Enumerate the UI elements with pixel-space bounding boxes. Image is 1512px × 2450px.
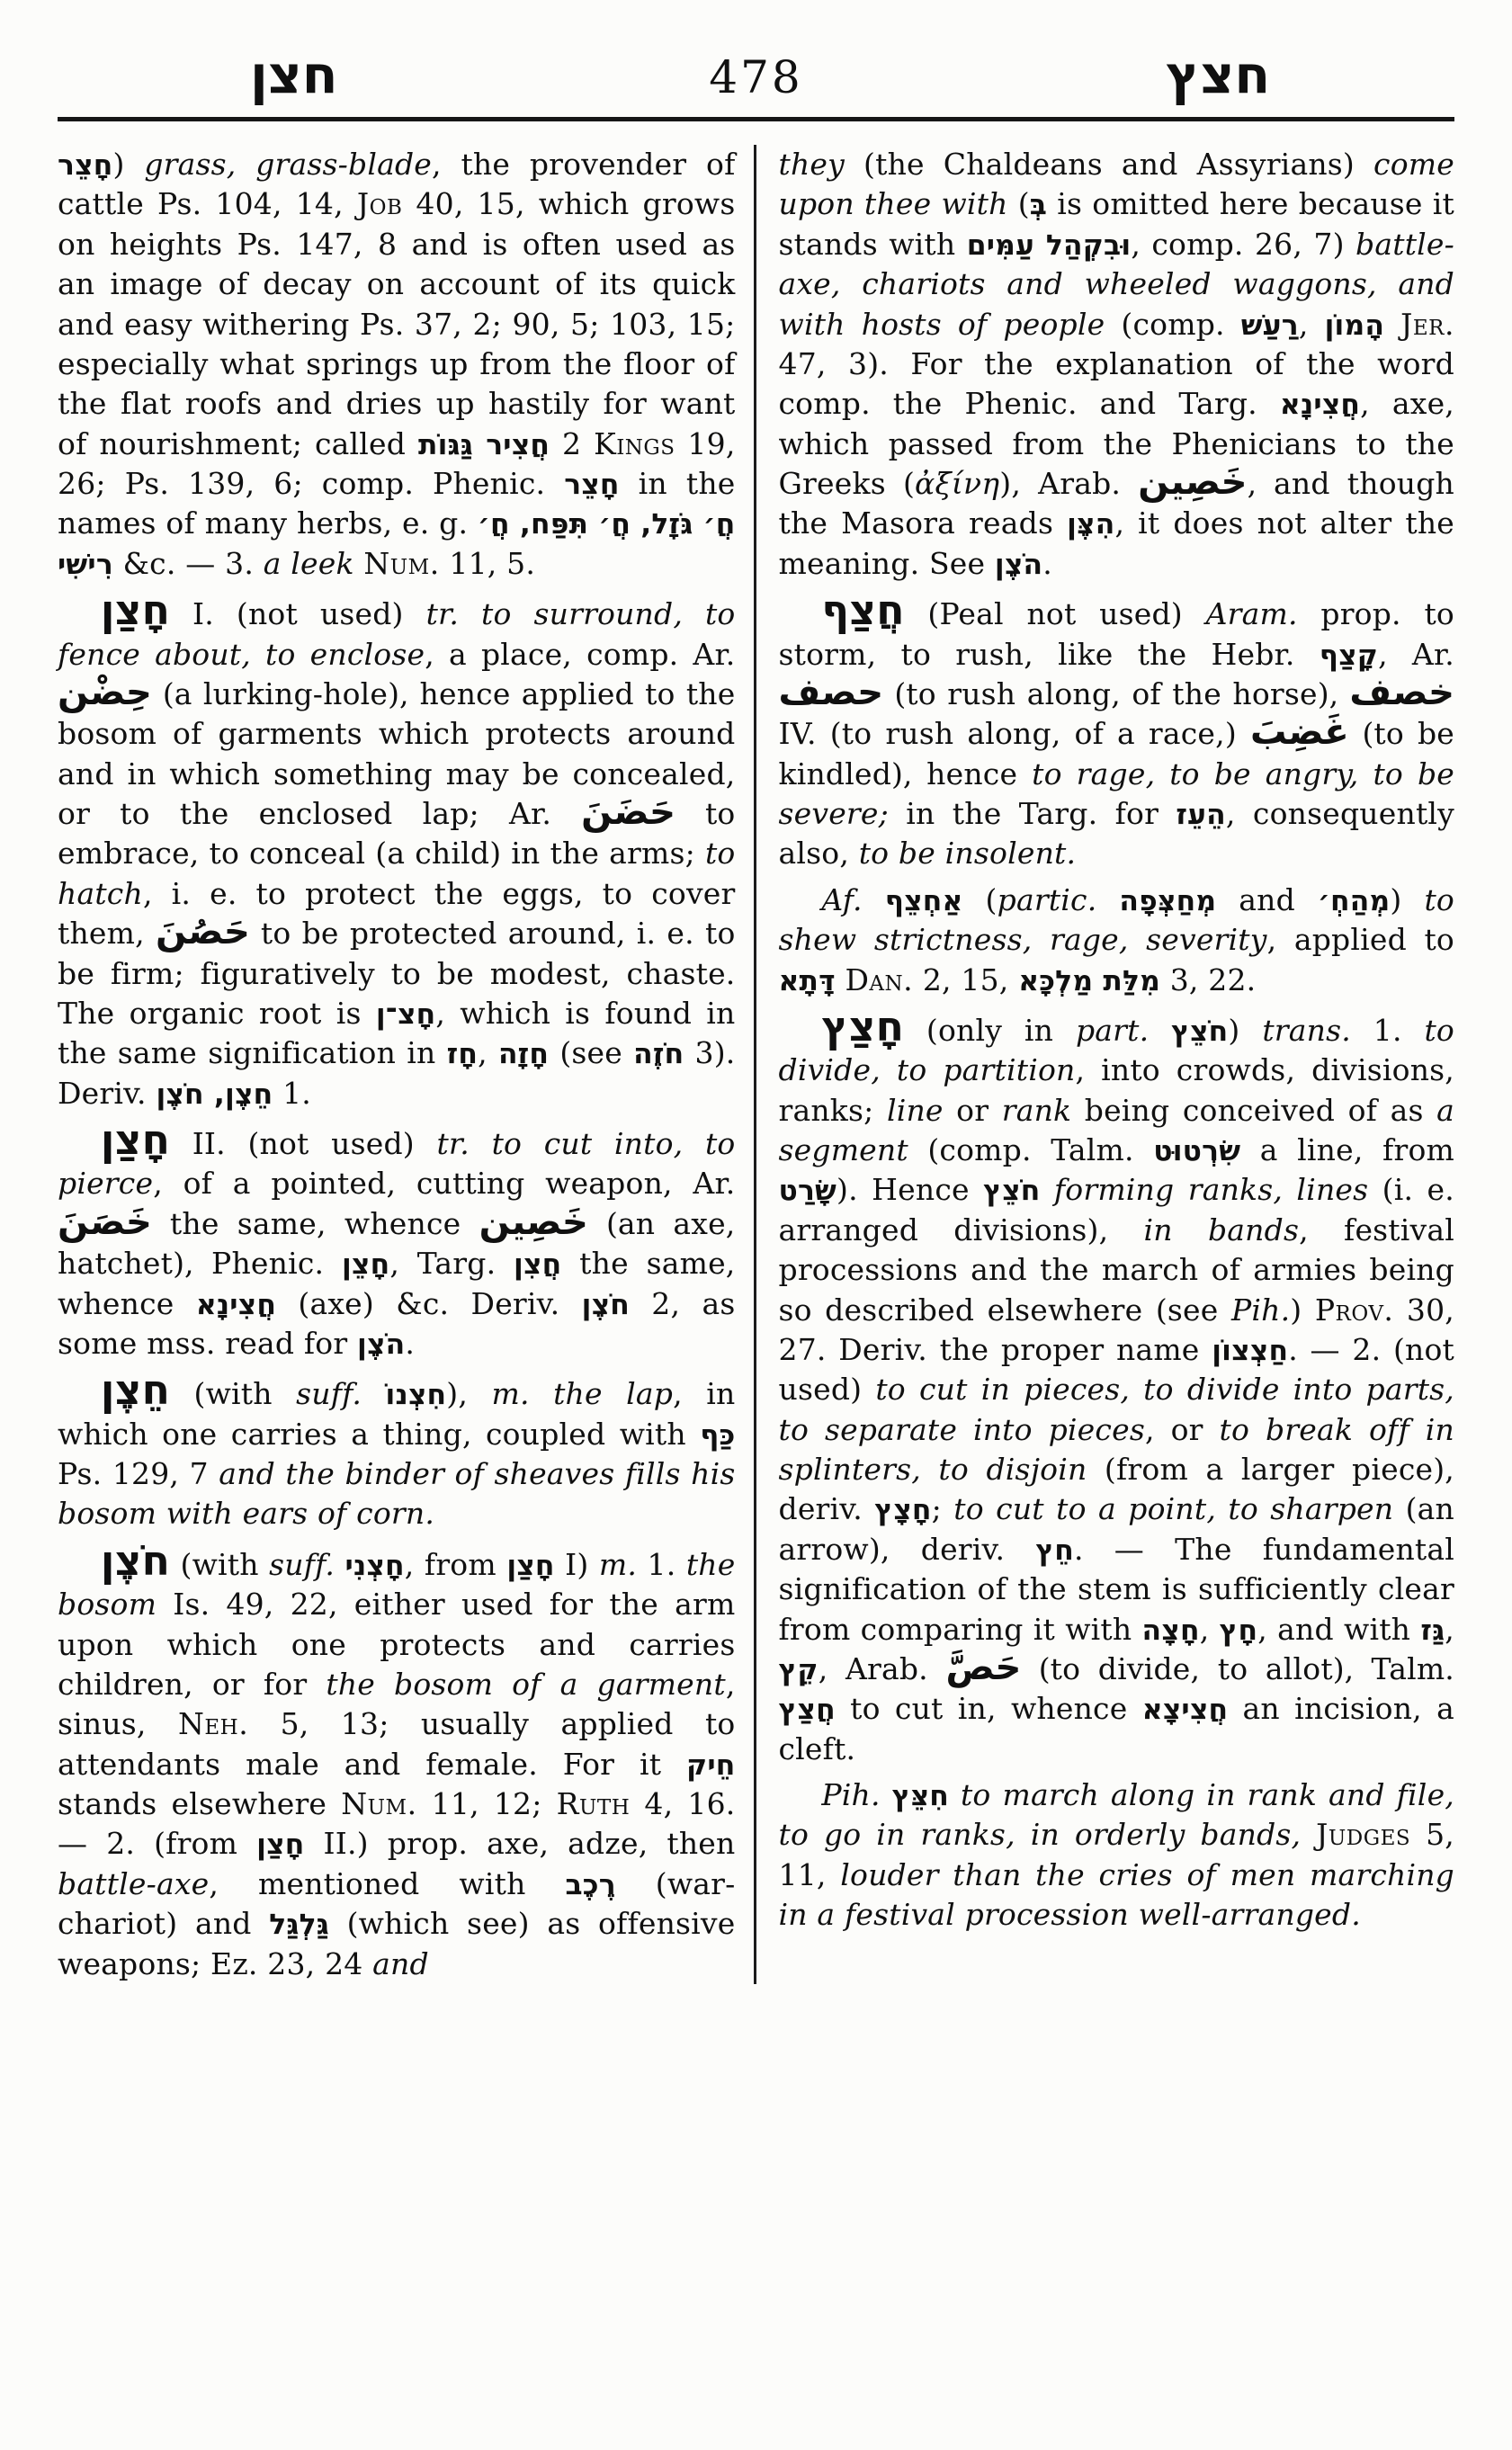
book-reference: Dan. (845, 961, 914, 997)
hebrew-headword: חֲצַף (821, 586, 905, 635)
italic-text: to divide, to partition (778, 1012, 1454, 1088)
roman-text: to be protected around, i. e. to be firm; figuratively to be modest, chaste. The organic root is (58, 916, 736, 1031)
roman-text: (i. e. arranged divisions), (778, 1172, 1454, 1247)
roman-text: (a lurking-hole), hence applied to the bosom of garments which protects around and in which something may be concealed, or to the enclosed lap; Ar. (58, 675, 736, 831)
roman-text: stands elsewhere (58, 1786, 342, 1821)
arabic-word: حصف (778, 671, 884, 713)
roman-text: ) (1290, 1292, 1315, 1328)
hebrew-word: חֵיק (686, 1748, 736, 1782)
page-number: 478 (709, 51, 803, 103)
entry-paragraph (58, 1116, 736, 1364)
italic-text: forming ranks, lines (1053, 1172, 1369, 1208)
hebrew-word: חֹזֶה (633, 1038, 684, 1071)
italic-text: in bands (1143, 1212, 1300, 1247)
roman-text: (with (170, 1376, 297, 1412)
right-column (756, 145, 1455, 1984)
roman-text: 19, 26; Ps. 139, 6; comp. Phenic. (58, 425, 736, 501)
hebrew-headword: חָצַץ (821, 1002, 905, 1051)
hebrew-word: גַּז (1420, 1614, 1445, 1647)
italic-text: suff. (269, 1546, 336, 1582)
roman-text: , (478, 1035, 498, 1071)
roman-text: (war-chariot) and (58, 1865, 736, 1942)
hebrew-word: חָצְנִי (344, 1549, 405, 1582)
roman-text: 40, 15, which grows on heights Ps. 147, 8 and is often used as an image of decay on account of its quick and easy withering Ps. 37, 2; 90, 5; 103, 15; especially what springs up from the floor of the flat roofs and dries up hastily for want of nourishment; called (58, 186, 736, 461)
roman-text (1040, 1172, 1053, 1207)
roman-text: 1. (273, 1075, 311, 1111)
roman-text: 2 (550, 425, 595, 461)
hebrew-word: רַעַשׁ (1240, 308, 1299, 342)
roman-text: . — 2. (not used) (778, 1331, 1454, 1408)
roman-text (1096, 882, 1119, 917)
roman-text: 3). Deriv. (58, 1035, 736, 1111)
roman-text: , (1298, 306, 1325, 342)
italic-text: m. the lap (491, 1376, 674, 1412)
italic-text: Pih. (1230, 1292, 1291, 1328)
entry-paragraph (58, 145, 736, 584)
hebrew-word: חֵצֶן, חֹצֶן (156, 1077, 273, 1111)
roman-text: 1. (637, 1546, 686, 1582)
roman-text (881, 1777, 892, 1812)
book-reference: Jer. (1400, 306, 1454, 342)
book-reference: Num. (363, 545, 440, 581)
roman-text: , in which one carries a thing, coupled with (58, 1376, 736, 1452)
hebrew-word: חִצְנוֹ (385, 1379, 447, 1412)
entry-paragraph (58, 586, 736, 1113)
italic-text: and the binder of sheaves fills his bosom with ears of corn. (58, 1456, 736, 1532)
roman-text (836, 962, 845, 997)
roman-text: (the Chaldeans and Assyrians) (845, 147, 1374, 182)
roman-text: . (1042, 545, 1052, 581)
arabic-word: غَضِبَ (1249, 711, 1349, 754)
italic-text: to rage, to be angry, to be severe; (778, 756, 1454, 831)
italic-text: a leek (263, 545, 354, 581)
roman-text: (Peal not used) (904, 596, 1206, 632)
italic-text: line (886, 1092, 944, 1128)
roman-text: , Targ. (389, 1246, 514, 1282)
roman-text: ( (962, 881, 998, 917)
greek-word: ἀξίνη (915, 466, 1000, 501)
hebrew-word: חָץ (1219, 1614, 1258, 1647)
arabic-word: خَصِين (479, 1201, 588, 1243)
roman-text: to embrace, to conceal (a child) in the arms; (58, 796, 736, 872)
italic-text: tr. to cut into, to pierce (58, 1126, 736, 1202)
hebrew-word: מִלַּת מַלְכָּא (1018, 964, 1160, 997)
roman-text: , comp. 26, 7) (1131, 226, 1356, 262)
roman-text: being conceived of as (1071, 1092, 1437, 1128)
roman-text (863, 882, 885, 917)
italic-text: partic. (997, 881, 1097, 917)
hebrew-word: חֹצֵץ (983, 1175, 1041, 1208)
roman-text: , of a pointed, cutting weapon, Ar. (153, 1166, 736, 1202)
roman-text: I) (554, 1546, 599, 1582)
italic-text: to cut to a point, to sharpen (953, 1491, 1394, 1527)
hebrew-word: חָצַן (256, 1829, 305, 1862)
roman-text: (comp. Talm. (908, 1132, 1154, 1167)
roman-text: 3, 22. (1160, 961, 1257, 997)
roman-text: an incision, a cleft. (778, 1691, 1455, 1766)
roman-text: (to rush along, of the horse), (883, 675, 1350, 711)
roman-text: , sinus, (58, 1666, 736, 1742)
roman-text: , Ar. (1378, 636, 1454, 672)
header-keyword-left: חצן (250, 44, 338, 105)
hebrew-word: גַּלְגַּל (269, 1909, 329, 1942)
italic-text: tr. to surround, to fence about, to enclose (58, 596, 736, 672)
hebrew-word: חֲצִינָא (195, 1288, 277, 1321)
roman-text: (with (170, 1546, 270, 1582)
italic-text: louder than the cries of men marching in a festival procession well-arranged. (778, 1856, 1454, 1933)
hebrew-word: וּבִקְהַל עַמִּים (966, 228, 1132, 262)
arabic-word: خَصَنَ (58, 1201, 152, 1243)
hebrew-word: חִצֵּץ (891, 1780, 949, 1812)
entry-paragraph (778, 1002, 1455, 1769)
roman-text: . (405, 1325, 416, 1361)
italic-text: to shew strictness, rage, severity (778, 881, 1454, 958)
roman-text: , (1199, 1611, 1220, 1647)
roman-text: (comp. (1105, 306, 1241, 342)
roman-text: , festival processions and the march of armies being so described elsewhere (see (778, 1212, 1454, 1328)
roman-text: , (1445, 1611, 1454, 1647)
hebrew-word: דָּתָא (778, 964, 836, 997)
roman-text: II.) prop. axe, adze, then (304, 1826, 736, 1862)
hebrew-word: הֹצֶן (357, 1328, 406, 1361)
arabic-word: خصف (1349, 671, 1454, 713)
roman-text: 1. (1350, 1012, 1425, 1048)
roman-text (354, 546, 364, 581)
header-keyword-right: חצץ (1166, 44, 1271, 105)
hebrew-word: מְהַחְ׳ (1317, 884, 1391, 917)
book-reference: Prov. (1314, 1292, 1394, 1328)
hebrew-word: קָצַף (1319, 639, 1379, 672)
italic-text: come upon thee with (778, 147, 1454, 222)
roman-text: (to be kindled), hence (778, 716, 1455, 791)
roman-text: (to divide, to allot), Talm. (1021, 1650, 1455, 1686)
roman-text: in the Targ. for (888, 796, 1176, 831)
roman-text: 4, 16. — 2. (from (58, 1786, 736, 1862)
entry-paragraph (779, 145, 1455, 584)
roman-text (949, 1777, 961, 1812)
roman-text: ) (1228, 1012, 1263, 1048)
book-reference: Ruth (556, 1786, 631, 1821)
roman-text: or (943, 1092, 1002, 1128)
book-reference: Kings (594, 425, 675, 461)
roman-text (1301, 1817, 1316, 1852)
roman-text: , mentioned with (209, 1865, 566, 1901)
roman-text (362, 1376, 385, 1411)
hebrew-word: חָצָץ (874, 1494, 932, 1527)
roman-text: (only in (904, 1012, 1076, 1048)
italic-text: rank (1001, 1092, 1072, 1128)
italic-text: grass, grass-blade (144, 147, 433, 182)
arabic-word: حِضْن (58, 671, 152, 713)
italic-text: to be insolent. (858, 836, 1077, 872)
italic-text: and (372, 1945, 429, 1981)
roman-text: to cut in, whence (835, 1691, 1142, 1727)
italic-text: part. (1075, 1012, 1150, 1048)
book-reference: Job (356, 186, 403, 222)
roman-text: (see (549, 1035, 634, 1071)
italic-text: Af. (821, 881, 863, 917)
arabic-word: حَصَّ (945, 1646, 1022, 1688)
roman-text: ), Arab. (999, 466, 1139, 501)
roman-text: 5, 13; usually applied to attendants male and female. For it (58, 1706, 736, 1782)
roman-text: 47, 3). For the explanation of the word comp. the Phenic. and Targ. (778, 345, 1454, 422)
arabic-word: حَضَنَ (581, 791, 676, 833)
hebrew-word: חֵץ (1035, 1533, 1074, 1567)
italic-text: to hatch (58, 836, 736, 911)
roman-text: 2, 15, (913, 961, 1019, 997)
roman-text: . — The fundamental signification of the stem is sufficiently clear from comparing it with (778, 1531, 1454, 1647)
roman-text: I. (not used) (170, 596, 426, 632)
entry-paragraph (779, 881, 1455, 1000)
roman-text: 11, 5. (439, 545, 536, 581)
hebrew-word: חָצֵר (564, 469, 620, 501)
hebrew-headword: חָצַן (100, 586, 171, 635)
roman-text: , from (404, 1546, 507, 1582)
roman-text: ; (931, 1491, 954, 1527)
hebrew-word: חֹצֵץ (1171, 1015, 1229, 1048)
text-body (58, 121, 1454, 1984)
entry-paragraph (58, 1366, 736, 1534)
italic-text: a segment (778, 1092, 1454, 1167)
hebrew-headword: חֵצֶן (100, 1366, 171, 1415)
roman-text: 2, as some mss. read for (58, 1285, 736, 1361)
roman-text: , into crowds, divisions, ranks; (778, 1052, 1454, 1128)
hebrew-word: חֲצִינָא (1279, 389, 1361, 422)
roman-text (1384, 307, 1400, 342)
book-reference: Num. (341, 1786, 417, 1821)
roman-text: , applied to (1266, 922, 1454, 958)
roman-text: , Arab. (818, 1650, 946, 1686)
roman-text: 5, 11, (778, 1817, 1454, 1892)
hebrew-word: שִׂרְטוּט (1153, 1135, 1241, 1167)
roman-text: (which see) as offensive weapons; Ez. 23, 24 (58, 1906, 736, 1981)
italic-text: trans. (1262, 1012, 1351, 1048)
roman-text: , and though the Masora reads (778, 466, 1454, 541)
hebrew-headword: חָצַן (100, 1116, 171, 1164)
roman-text: ) (1390, 881, 1425, 917)
roman-text: , or (1144, 1411, 1220, 1447)
hebrew-word: חֲצִיצָא (1141, 1694, 1229, 1727)
roman-text: , which is found in the same signification in (58, 995, 736, 1071)
page-header (63, 44, 1449, 105)
roman-text: II. (not used) (170, 1126, 437, 1161)
roman-text: in the names of many herbs, e. g. (58, 466, 736, 541)
italic-text: suff. (296, 1376, 362, 1412)
entry-paragraph (778, 586, 1455, 874)
hebrew-word: רֶכֶב (565, 1868, 616, 1901)
roman-text: is omitted here because it stands with (778, 186, 1454, 262)
hebrew-word: אַחְצֵף (884, 884, 963, 917)
roman-text (1149, 1013, 1171, 1048)
italic-text: the bosom of a garment (326, 1666, 726, 1702)
roman-text: Ps. 129, 7 (58, 1456, 219, 1491)
arabic-word: خَصِين (1138, 461, 1248, 503)
roman-text: , a place, comp. Ar. (425, 636, 736, 672)
hebrew-headword: חֹצֶן (100, 1536, 171, 1585)
hebrew-word: בְּ (1029, 189, 1048, 222)
roman-text: a line, from (1240, 1132, 1454, 1167)
roman-text: and (1216, 881, 1318, 917)
hebrew-word: הֵעֵז (1176, 799, 1226, 831)
italic-text: battle-axe (58, 1865, 210, 1901)
hebrew-word: חָצֵן (341, 1248, 390, 1282)
roman-text: , axe, which passed from the Phenicians to the Greeks ( (778, 386, 1455, 501)
roman-text: (an axe, hatchet), Phenic. (58, 1205, 736, 1282)
hebrew-word: הֹצֶן (994, 548, 1043, 581)
roman-text: , consequently also, (778, 796, 1454, 872)
roman-text: the same, whence (58, 1246, 736, 1321)
hebrew-word: חֹצֶן (581, 1288, 630, 1321)
hebrew-word: חָצָה (1141, 1614, 1200, 1647)
roman-text (335, 1547, 344, 1582)
hebrew-word: חֲצַץ (778, 1694, 836, 1727)
arabic-word: حَصُنَ (156, 911, 250, 953)
roman-text: ) (112, 147, 145, 182)
roman-text: &c. — 3. (112, 545, 264, 581)
roman-text: Is. 49, 22, either used for the arm upon which one protects and carries children, or for (58, 1587, 736, 1702)
hebrew-word: שָׂרַט (778, 1175, 837, 1208)
italic-text: Pih. (821, 1777, 881, 1812)
hebrew-word: חָז (446, 1038, 479, 1071)
italic-text: m. (598, 1546, 638, 1582)
hebrew-word: הָמוֹן (1324, 308, 1385, 342)
roman-text: , i. e. to protect the eggs, to cover them, (58, 875, 736, 952)
hebrew-word: חָצֵר (58, 149, 113, 182)
hebrew-word: הִצֶּן (1067, 508, 1115, 541)
entry-paragraph (58, 1536, 736, 1984)
italic-text: to cut in pieces, to divide into parts, to separate into pieces (778, 1372, 1454, 1447)
italic-text: they (778, 147, 845, 182)
roman-text: IV. (to rush along, of a race,) (778, 716, 1250, 752)
book-reference: Neh. (177, 1706, 249, 1742)
roman-text: 30, 27. Deriv. the proper name (778, 1292, 1454, 1367)
hebrew-word: חֲצִיר גַּגּוֹת (417, 428, 550, 461)
hebrew-word: חָצַן (506, 1549, 555, 1582)
italic-text: to march along in rank and file, to go in ranks, in orderly bands, (778, 1777, 1454, 1853)
hebrew-word: חֲ׳ גֹּזָל, חֲ׳ תִּפַּח, חֲ׳ רִישִׁי (58, 508, 736, 581)
roman-text: , the provender of cattle Ps. 104, 14, (58, 147, 736, 222)
roman-text: ( (1007, 186, 1030, 222)
roman-text: (axe) &c. Deriv. (276, 1285, 582, 1321)
hebrew-word: כַּף (700, 1418, 736, 1452)
hebrew-word: חַצְצוֹן (1212, 1334, 1289, 1367)
italic-text: Aram. (1205, 596, 1298, 632)
italic-text: the bosom (58, 1546, 736, 1623)
roman-text: , and with (1257, 1611, 1421, 1647)
hebrew-word: חָזָה (497, 1038, 550, 1071)
roman-text: (an arrow), deriv. (778, 1491, 1454, 1567)
italic-text: battle-axe, chariots and wheeled waggons, and with hosts of people (778, 226, 1454, 342)
hebrew-word: מְחַצְּפָה (1119, 884, 1217, 917)
hebrew-word: חֲצִן (514, 1248, 562, 1282)
roman-text: ). Hence (837, 1172, 984, 1208)
roman-text: (from a larger piece), deriv. (778, 1452, 1454, 1527)
roman-text: prop. to storm, to rush, like the Hebr. (778, 596, 1454, 672)
roman-text: the same, whence (151, 1205, 479, 1241)
hebrew-word: קֵץ (778, 1653, 819, 1686)
left-column (58, 145, 756, 1984)
roman-text: ), (446, 1376, 492, 1412)
italic-text: to break off in splinters, to disjoin (778, 1411, 1454, 1487)
hebrew-word: חָצ־ן (375, 997, 436, 1031)
book-reference: Judges (1316, 1817, 1411, 1853)
roman-text: , it does not alter the meaning. See (778, 505, 1455, 581)
entry-paragraph (779, 1775, 1455, 1936)
roman-text: 11, 12; (416, 1786, 557, 1821)
